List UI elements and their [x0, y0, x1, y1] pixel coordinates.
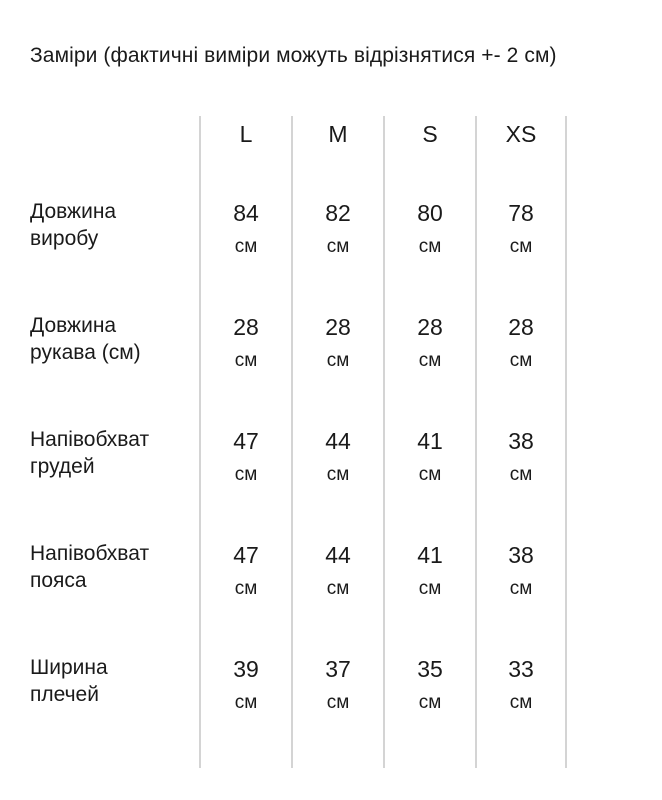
- cell-value: 78: [508, 200, 534, 226]
- table-cell: [385, 313, 475, 373]
- row-label-line: Довжина: [30, 314, 117, 337]
- cell-value: 35: [417, 656, 443, 682]
- row-label-product-length: [30, 198, 195, 252]
- cell-unit: см: [418, 236, 442, 257]
- cell-value: 28: [325, 314, 351, 340]
- cell-unit: см: [234, 578, 258, 599]
- table-cell: [293, 199, 383, 259]
- table-cell: [201, 199, 291, 259]
- cell-unit: см: [234, 692, 258, 713]
- table-cell: [293, 655, 383, 715]
- row-label-shoulders: [30, 654, 195, 708]
- table-cell: [201, 655, 291, 715]
- table-cell: [293, 427, 383, 487]
- cell-unit: см: [326, 464, 350, 485]
- table-cell: [476, 541, 566, 601]
- table-cell: [385, 427, 475, 487]
- page-title: Заміри (фактичні виміри можуть відрізнятися +- 2 см): [30, 44, 557, 67]
- cell-value: 44: [325, 542, 351, 568]
- table-cell: [385, 541, 475, 601]
- row-label-line: Довжина: [30, 200, 117, 223]
- cell-value: 84: [233, 200, 259, 226]
- column-header-s: S: [422, 121, 438, 147]
- cell-unit: см: [326, 236, 350, 257]
- table-cell: [476, 655, 566, 715]
- table-cell: [201, 541, 291, 601]
- cell-value: 28: [233, 314, 259, 340]
- cell-value: 28: [508, 314, 534, 340]
- cell-unit: см: [509, 464, 533, 485]
- row-label-chest: [30, 426, 195, 480]
- column-header-m: M: [328, 121, 348, 147]
- table-cell: [201, 313, 291, 373]
- cell-value: 41: [417, 542, 443, 568]
- row-label-line: Ширина: [30, 656, 108, 679]
- row-label-line: грудей: [30, 455, 95, 478]
- row-label-line: пояса: [30, 569, 87, 592]
- row-label-sleeve-length: [30, 312, 195, 366]
- cell-value: 82: [325, 200, 351, 226]
- cell-unit: см: [509, 692, 533, 713]
- table-cell: [476, 427, 566, 487]
- column-header-l: L: [239, 121, 253, 147]
- cell-value: 39: [233, 656, 259, 682]
- cell-unit: см: [418, 578, 442, 599]
- cell-unit: см: [509, 236, 533, 257]
- row-label-waist: [30, 540, 195, 594]
- cell-unit: см: [418, 350, 442, 371]
- cell-unit: см: [234, 350, 258, 371]
- cell-value: 33: [508, 656, 534, 682]
- table-cell: [385, 199, 475, 259]
- cell-value: 37: [325, 656, 351, 682]
- row-label-line: Напівобхват: [30, 428, 150, 451]
- cell-unit: см: [326, 350, 350, 371]
- table-cell: [293, 541, 383, 601]
- cell-unit: см: [509, 578, 533, 599]
- table-cell: [201, 427, 291, 487]
- cell-value: 28: [417, 314, 443, 340]
- table-cell: [385, 655, 475, 715]
- cell-unit: см: [326, 692, 350, 713]
- cell-value: 47: [233, 428, 259, 454]
- row-label-line: Напівобхват: [30, 542, 150, 565]
- cell-value: 38: [508, 542, 534, 568]
- cell-unit: см: [509, 350, 533, 371]
- cell-value: 80: [417, 200, 443, 226]
- row-label-line: виробу: [30, 227, 99, 250]
- cell-value: 44: [325, 428, 351, 454]
- table-cell: [293, 313, 383, 373]
- table-cell: [476, 313, 566, 373]
- cell-unit: см: [234, 236, 258, 257]
- column-header-xs: XS: [505, 121, 537, 147]
- cell-unit: см: [234, 464, 258, 485]
- cell-unit: см: [418, 464, 442, 485]
- cell-unit: см: [326, 578, 350, 599]
- cell-value: 41: [417, 428, 443, 454]
- cell-unit: см: [418, 692, 442, 713]
- cell-value: 38: [508, 428, 534, 454]
- row-label-line: рукава (см): [30, 341, 141, 364]
- table-cell: [476, 199, 566, 259]
- row-label-line: плечей: [30, 683, 99, 706]
- cell-value: 47: [233, 542, 259, 568]
